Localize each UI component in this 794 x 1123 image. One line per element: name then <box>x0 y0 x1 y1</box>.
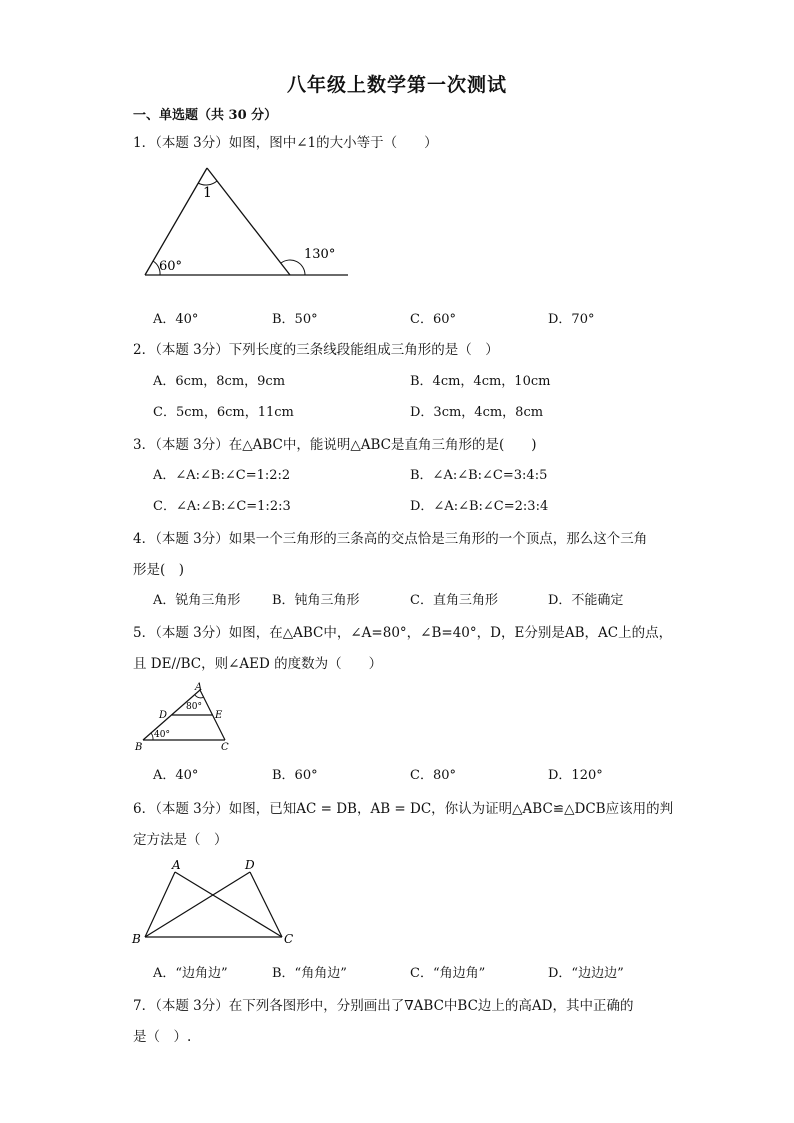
option-a[interactable]: A．6cm，8cm，9cm <box>153 374 286 389</box>
question-text: 如图，在△ABC中，∠A=80°，∠B=40°，D，E分别是AB，AC上的点， <box>228 625 673 641</box>
vertex-a-label: A <box>172 858 181 872</box>
option-d[interactable]: D．70° <box>548 312 595 327</box>
angle-b-label: 40° <box>154 730 170 740</box>
question-meta: （本题 3分） <box>155 801 229 817</box>
question-number: 4． <box>133 531 156 547</box>
question-6-continued: 定方法是（ ） <box>133 832 228 848</box>
question-meta: （本题 3分） <box>155 998 229 1014</box>
angle-a-label: 60° <box>159 259 183 274</box>
question-5 <box>133 621 672 641</box>
question-meta: （本题 3分） <box>155 135 229 151</box>
question-number: 5． <box>133 625 156 641</box>
exterior-angle-label: 130° <box>304 247 336 262</box>
vertex-c-label: C <box>221 742 229 753</box>
option-a[interactable]: A．“边角边” <box>153 966 228 981</box>
question-3 <box>133 433 537 453</box>
question-text: 如图，已知AC = DB，AB = DC，你认为证明△ABC≌△DCB应该用的判 <box>228 801 674 817</box>
question-meta: （本题 3分） <box>155 531 229 547</box>
vertex-e-label: E <box>215 710 223 721</box>
option-c[interactable]: C．80° <box>410 768 456 783</box>
option-d[interactable]: D．“边边边” <box>548 966 624 981</box>
question-text: 如果一个三角形的三条高的交点恰是三角形的一个顶点，那么这个三角 <box>228 531 648 547</box>
question-2 <box>133 338 499 358</box>
option-d[interactable]: D．不能确定 <box>548 593 624 608</box>
option-c[interactable]: C．5cm，6cm，11cm <box>153 405 294 420</box>
vertex-d-label: D <box>159 710 168 721</box>
option-d[interactable]: D．120° <box>548 768 603 783</box>
option-b[interactable]: B．60° <box>272 768 318 783</box>
angle-1-label: 1 <box>203 185 212 201</box>
question-number: 6． <box>133 801 156 817</box>
option-a[interactable]: A．∠A:∠B:∠C=1:2:2 <box>153 468 291 483</box>
question-4-continued: 形是( ) <box>133 562 185 578</box>
question-meta: （本题 3分） <box>155 437 229 453</box>
option-c[interactable]: C．“角边角” <box>410 966 486 981</box>
option-d[interactable]: D．∠A:∠B:∠C=2:3:4 <box>410 499 549 514</box>
option-b[interactable]: B．∠A:∠B:∠C=3:4:5 <box>410 468 548 483</box>
vertex-d-label: D <box>245 858 255 872</box>
vertex-c-label: C <box>284 932 294 946</box>
question-4 <box>133 527 647 547</box>
vertex-b-label: B <box>132 932 141 946</box>
option-a[interactable]: A．40° <box>153 312 199 327</box>
question-number: 1． <box>133 135 156 151</box>
option-c[interactable]: C．60° <box>410 312 456 327</box>
question-number: 7． <box>133 998 156 1014</box>
question-6 <box>133 797 673 817</box>
question-7 <box>133 994 633 1014</box>
option-c[interactable]: C．直角三角形 <box>410 593 498 608</box>
vertex-b-label: B <box>135 742 143 753</box>
question-meta: （本题 3分） <box>155 342 229 358</box>
option-b[interactable]: B．钝角三角形 <box>272 593 360 608</box>
question-text: 在下列各图形中，分别画出了∇ABC中BC边上的高AD，其中正确的 <box>228 998 634 1014</box>
figure-triangle-q1 <box>135 160 360 285</box>
question-meta: （本题 3分） <box>155 625 229 641</box>
question-number: 3． <box>133 437 156 453</box>
page-title: 八年级上数学第一次测试 <box>286 74 507 96</box>
figure-triangle-q5 <box>133 680 243 755</box>
question-text: 下列长度的三条线段能组成三角形的是（ ） <box>228 342 499 358</box>
option-b[interactable]: B．“角角边” <box>272 966 347 981</box>
vertex-a-label: A <box>195 682 203 693</box>
section-heading: 一、单选题（共 30 分） <box>133 108 278 123</box>
option-a[interactable]: A．40° <box>153 768 199 783</box>
question-5-continued: 且 DE//BC，则∠AED 的度数为（ ） <box>133 656 383 672</box>
angle-a-label: 80° <box>186 702 202 712</box>
question-text: 在△ABC中，能说明△ABC是直角三角形的是( ) <box>228 437 537 453</box>
option-b[interactable]: B．4cm，4cm，10cm <box>410 374 551 389</box>
option-b[interactable]: B．50° <box>272 312 318 327</box>
question-7-continued: 是（ ）. <box>133 1029 192 1045</box>
option-d[interactable]: D．3cm，4cm，8cm <box>410 405 544 420</box>
option-c[interactable]: C．∠A:∠B:∠C=1:2:3 <box>153 499 291 514</box>
question-1 <box>133 131 438 151</box>
question-text: 如图，图中∠1的大小等于（ ） <box>228 135 438 151</box>
question-number: 2． <box>133 342 156 358</box>
figure-quadrilateral-q6 <box>130 852 300 952</box>
option-a[interactable]: A．锐角三角形 <box>153 593 241 608</box>
